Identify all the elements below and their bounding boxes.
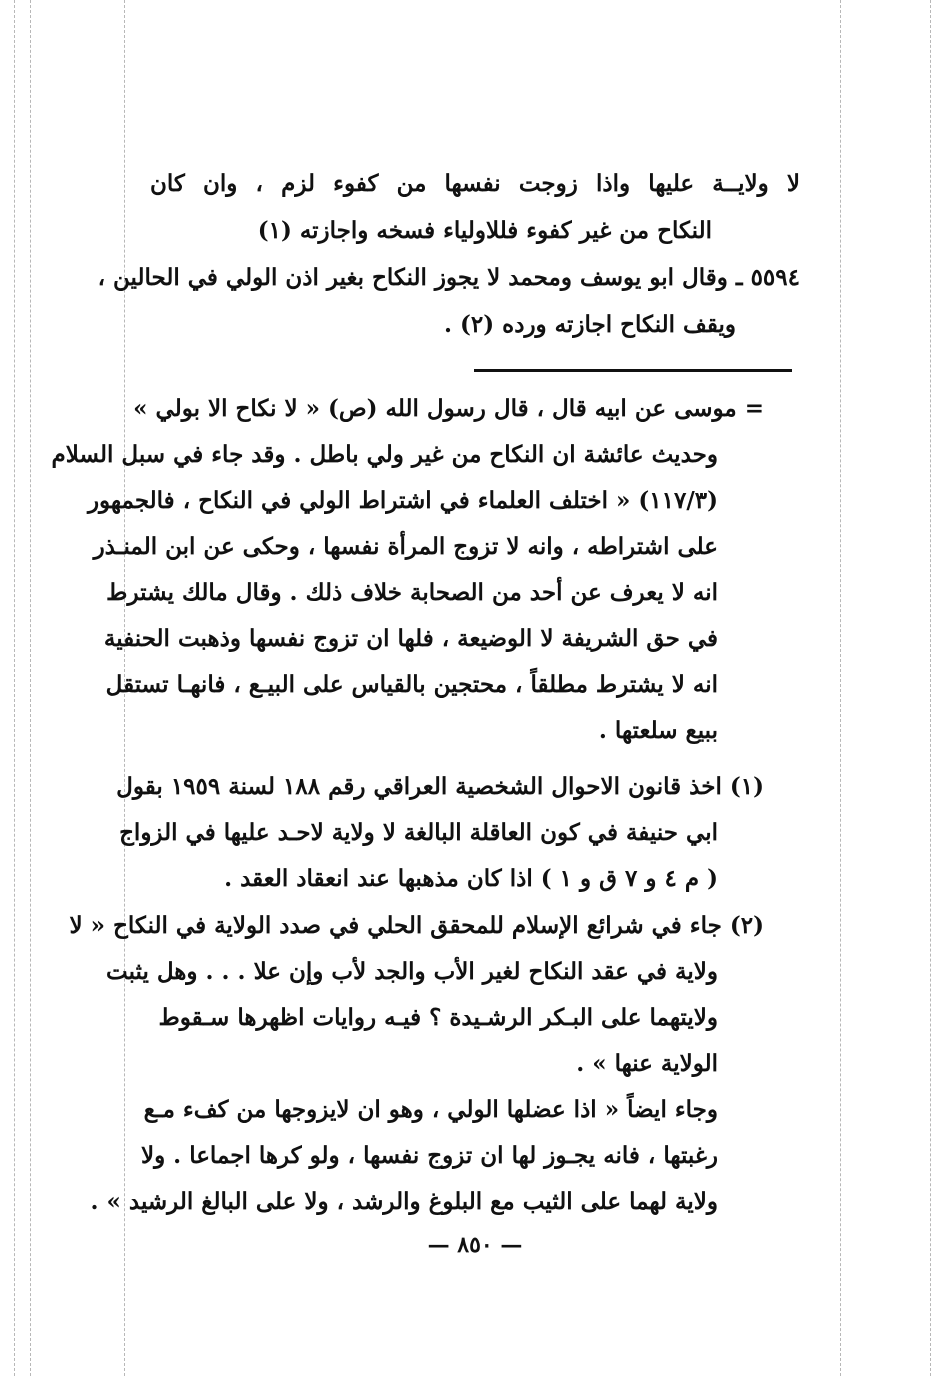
scan-edge-line (14, 0, 15, 1376)
footnote-line: وحديث عائشة ان النكاح من غير ولي باطل . وقد جاء في سبل السلام (51, 441, 718, 468)
scan-edge-line (30, 0, 31, 1376)
footnote-line: الولاية عنها » . (576, 1050, 718, 1077)
footnote-line: ( م ٤ و ٧ ق و ١ ) اذا كان مذهبها عند انعقاد العقد . (224, 865, 718, 892)
footnote-line: (١١٧/٣) « اختلف العلماء في اشتراط الولي في النكاح ، فالجمهور (87, 487, 718, 514)
main-text-line: النكاح من غير كفوء فللاولياء فسخه واجازته (١) (257, 217, 712, 244)
footnote-line: (٢) جاء في شرائع الإسلام للمحقق الحلي في صدد الولاية في النكاح « لا (69, 912, 764, 939)
page-number: — ٨٥٠ — (427, 1232, 523, 1258)
footnote-line: ولايتهما على البـكر الرشـيدة ؟ فيـه روايات اظهرها سـقوط (158, 1004, 718, 1031)
main-text-line: لا ولايــة عليها واذا زوجت نفسها من كفوء لزم ، وان كان (150, 170, 800, 197)
footnote-line: على اشتراطه ، وانه لا تزوج المرأة نفسها ، وحكى عن ابن المنـذر (93, 533, 718, 560)
footnote-line: = موسى عن ابيه قال ، قال رسول الله (ص) « لا نكاح الا بولي » (133, 395, 764, 422)
footnote-line: ببيع سلعتها . (598, 717, 718, 744)
footnote-line: ولاية لهما على الثيب مع البلوغ والرشد ، ولا على البالغ الرشيد » . (90, 1188, 718, 1215)
footnote-2-block (69, 903, 764, 1225)
footnote-line: ولاية في عقد النكاح لغير الأب والجد لأب وإن علا . . . وهل يثبت (105, 958, 718, 985)
footnote-continued-block (51, 386, 764, 754)
footnote-line: انه لا يعرف عن أحد من الصحابة خلاف ذلك . وقال مالك يشترط (106, 579, 718, 606)
footnote-separator-rule (474, 369, 792, 372)
footnote-line: ابي حنيفة في كون العاقلة البالغة لا ولاية لاحـد عليها في الزواج (119, 819, 718, 846)
footnote-line: وجاء ايضاً « اذا عضلها الولي ، وهو ان لايزوجها من كفء مـع (143, 1096, 718, 1123)
main-text-line: ويقف النكاح اجازته ورده (٢) . (444, 311, 736, 338)
footnote-line: انه لا يشترط مطلقاً ، محتجين بالقياس على البيـع ، فانهـا تستقل (105, 671, 718, 698)
footnote-line: (١) اخذ قانون الاحوال الشخصية العراقي رقم ١٨٨ لسنة ١٩٥٩ بقول (116, 773, 764, 800)
scan-edge-line (840, 0, 841, 1376)
footnote-line: رغبتها ، فانه يجـوز لها ان تزوج نفسها ، ولو كرها اجماعا . ولا (140, 1142, 718, 1169)
footnote-line: في حق الشريفة لا الوضيعة ، فلها ان تزوج نفسها وذهبت الحنفية (103, 625, 718, 652)
footnote-1-block (116, 764, 764, 902)
scan-edge-line (930, 0, 931, 1376)
main-text-block (97, 160, 800, 348)
main-text-line: ٥٥٩٤ ـ وقال ابو يوسف ومحمد لا يجوز النكاح بغير اذن الولي في الحالين ، (97, 264, 800, 291)
